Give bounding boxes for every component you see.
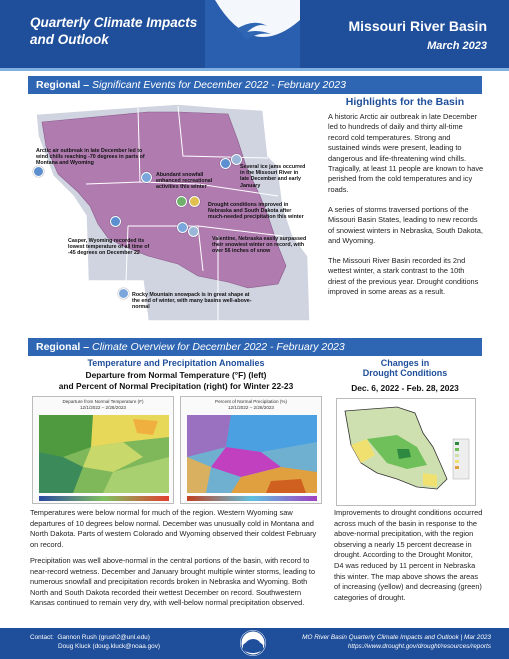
header-divider	[0, 68, 509, 71]
temp-map-label: Departure from Normal Temperature (F)	[62, 399, 144, 404]
significant-events-map	[28, 96, 320, 330]
region-name: Missouri River Basin	[348, 18, 487, 34]
header-banner	[0, 0, 509, 68]
precip-map-dates: 12/1/2022 – 2/28/2023	[228, 405, 274, 410]
contact-label: Contact:	[30, 634, 54, 641]
temperature-departure-map	[32, 396, 174, 504]
ice-icon	[220, 158, 231, 169]
precipitation-percent-map	[180, 396, 322, 504]
section-significant-events: Regional – Significant Events for December 2022 - February 2023	[28, 76, 482, 94]
ice-jam-icon	[231, 154, 242, 165]
highlights-paragraph-2: A series of storms traversed portions of the Missouri Basin States, leading to new records of snowiest winters in Nebraska, South Dakota, and Wyoming.	[328, 205, 483, 246]
map-note-snowpack: Rocky Mountain snowpack is in great shape at the end of winter, with many basins well-above-normal	[132, 292, 252, 311]
contact-gannon[interactable]: Gannon Rush (grush2@unl.edu)	[57, 634, 150, 641]
bird-logo-icon	[205, 0, 300, 68]
temp-precip-heading: Departure from Normal Temperature (°F) (left) and Percent of Normal Precipitation (right) for Winter 22-23	[58, 370, 294, 391]
map-note-arctic: Arctic air outbreak in late December led to wind chills reaching -70 degrees in parts of Montana and Wyoming	[36, 148, 145, 167]
footer-report-url[interactable]: https://www.drought.gov/drought/resources/reports	[347, 643, 491, 650]
drought-date-range: Dec. 6, 2022 - Feb. 28, 2023	[351, 383, 459, 393]
report-title: Quarterly Climate Impacts and Outlook	[30, 15, 198, 47]
drought-icon	[176, 196, 187, 207]
footer-banner	[0, 628, 509, 659]
highlights-paragraph-1: A historic Arctic air outbreak in late December led to hundreds of daily and thirty all-time record cold temperatures. Strong and sustained winds were present, leading to dangerous and life-threatening wind chills. Tragically, at least 11 people are known to have perished from the cold temperatures and icy roads.	[328, 112, 484, 194]
contact-doug[interactable]: Doug Kluck (doug.kluck@noaa.gov)	[58, 643, 161, 650]
highlights-paragraph-3: The Missouri River Basin recorded its 2nd wettest winter, a stark contrast to the 10th driest of the previous year. Drought conditions improved in some areas as a result.	[328, 256, 479, 297]
thermometer-icon	[33, 166, 44, 177]
snowpack-icon	[118, 288, 129, 299]
overview-paragraph-1: Temperatures were below normal for much of the region. Western Wyoming saw departures of 10 degrees below normal. December was unusually cold in Montana and North Dakota. Parts of western Colorado and Wyoming observed their coldest February on record.	[30, 508, 317, 549]
sun-icon	[189, 196, 200, 207]
snow-record-icon	[177, 222, 188, 233]
drought-change-map	[336, 398, 476, 506]
drought-title: Changes in Drought Conditions	[362, 358, 448, 378]
section-climate-overview: Regional – Climate Overview for December 2022 - February 2023	[28, 338, 482, 356]
temp-map-dates: 12/1/2022 – 2/28/2023	[80, 405, 126, 410]
overview-paragraph-2: Precipitation was well above-normal in the central portions of the basin, with record to near-record wetness. December and January brought multiple winter storms, leading to numerous snowfall and precipitation records broken in Nebraska and Wyoming. Both North and South Dakota recorded their wettest December on record. Southwestern Kansas continued to remain very dry, with well-below normal precipitation observed.	[30, 556, 316, 608]
footer-report-info	[302, 633, 491, 651]
snowflake-record-icon	[188, 226, 199, 237]
drought-description: Improvements to drought conditions occurred across much of the basin in response to the above-normal precipitation, with the region observing a nearly 15 percent decrease in drought. According to the Drought Monitor, D4 was reduced by 11 percent in Nebraska this winter. The map above shows the areas of increasing (yellow) and decreasing (green) categories of drought.	[334, 508, 483, 602]
report-date: March 2023	[427, 40, 487, 52]
footer-report-name: MO River Basin Quarterly Climate Impacts and Outlook | Mar 2023	[302, 634, 491, 641]
snowflake-icon	[141, 172, 152, 183]
map-note-drought: Drought conditions improved in Nebraska and South Dakota after much-needed precipitation this winter	[208, 202, 304, 221]
precip-map-label: Percent of Normal Precipitation (%)	[215, 399, 287, 404]
map-note-snowfall: Abundant snowfall enhanced recreational activities this winter	[156, 172, 213, 191]
noaa-logo-icon	[240, 630, 266, 656]
map-note-valentine: Valentine, Nebraska easily surpassed their snowiest winter on record, with over 56 inches of snow	[212, 236, 307, 255]
highlights-title: Highlights for the Basin	[345, 96, 465, 108]
temp-precip-title: Temperature and Precipitation Anomalies	[87, 358, 265, 368]
map-note-casper: Casper, Wyoming recorded its lowest temperature of all time of -45 degrees on December 22	[68, 238, 150, 257]
cold-thermometer-icon	[110, 216, 121, 227]
footer-contacts	[30, 633, 160, 651]
map-note-ice-jams: Several ice jams occurred in the Missouri River in late December and early January	[240, 164, 306, 189]
